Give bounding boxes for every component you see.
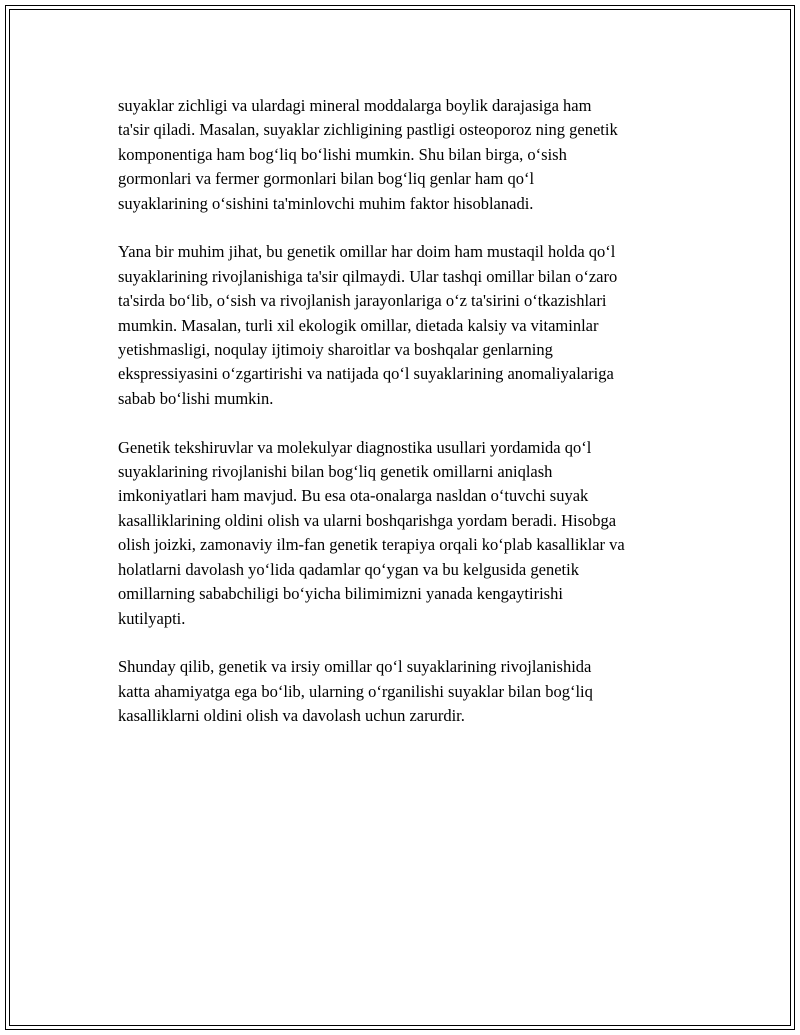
text-line: ta'sir qiladi. Masalan, suyaklar zichligining pastligi osteoporoz ning genetik	[118, 120, 618, 140]
text-line: katta ahamiyatga ega bo‘lib, ularning o‘rganilishi suyaklar bilan bog‘liq	[118, 681, 593, 701]
text-line: mumkin. Masalan, turli xil ekologik omillar, dietada kalsiy va vitaminlar	[118, 315, 599, 335]
text-line: komponentiga ham bog‘liq bo‘lishi mumkin. Shu bilan birga, o‘sish	[118, 144, 567, 164]
paragraph-2	[118, 240, 718, 411]
text-line: kasalliklarni oldini olish va davolash uchun zarurdir.	[118, 706, 465, 726]
text-line: suyaklarining rivojlanishi bilan bog‘liq genetik omillarni aniqlash	[118, 462, 553, 482]
text-line: gormonlari va fermer gormonlari bilan bog‘liq genlar ham qo‘l	[118, 169, 535, 189]
text-line: ekspressiyasini o‘zgartirishi va natijada qo‘l suyaklarining anomaliyalariga	[118, 364, 614, 384]
text-line: suyaklar zichligi va ulardagi mineral moddalarga boylik darajasiga ham	[118, 96, 592, 115]
document-body	[118, 94, 718, 753]
text-line: kasalliklarining oldini olish va ularni boshqarishga yordam beradi. Hisobga	[118, 510, 617, 530]
text-line: sabab bo‘lishi mumkin.	[118, 388, 274, 408]
text-line: suyaklarining o‘sishini ta'minlovchi muhim faktor hisoblanadi.	[118, 193, 534, 213]
text-line: Genetik tekshiruvlar va molekulyar diagnostika usullari yordamida qo‘l	[118, 437, 592, 457]
text-line: suyaklarining rivojlanishiga ta'sir qilmaydi. Ular tashqi omillar bilan o‘zaro	[118, 266, 618, 286]
text-line: omillarning sababchiligi bo‘yicha bilimimizni yanada kengaytirishi	[118, 584, 563, 604]
text-line: kutilyapti.	[118, 608, 186, 628]
text-line: imkoniyatlari ham mavjud. Bu esa ota-onalarga nasldan o‘tuvchi suyak	[118, 486, 589, 506]
text-line: holatlarni davolash yo‘lida qadamlar qo‘ygan va bu kelgusida genetik	[118, 559, 579, 579]
text-line: yetishmasligi, noqulay ijtimoiy sharoitlar va boshqalar genlarning	[118, 340, 553, 360]
paragraph-3	[118, 436, 718, 631]
paragraph-4	[118, 655, 718, 728]
text-line: Shunday qilib, genetik va irsiy omillar qo‘l suyaklarining rivojlanishida	[118, 657, 592, 677]
text-line: Yana bir muhim jihat, bu genetik omillar har doim ham mustaqil holda qo‘l	[118, 242, 616, 262]
paragraph-1	[118, 94, 718, 216]
text-line: olish joizki, zamonaviy ilm-fan genetik terapiya orqali ko‘plab kasalliklar va	[118, 535, 625, 555]
text-line: ta'sirda bo‘lib, o‘sish va rivojlanish jarayonlariga o‘z ta'sirini o‘tkazishlari	[118, 291, 607, 311]
